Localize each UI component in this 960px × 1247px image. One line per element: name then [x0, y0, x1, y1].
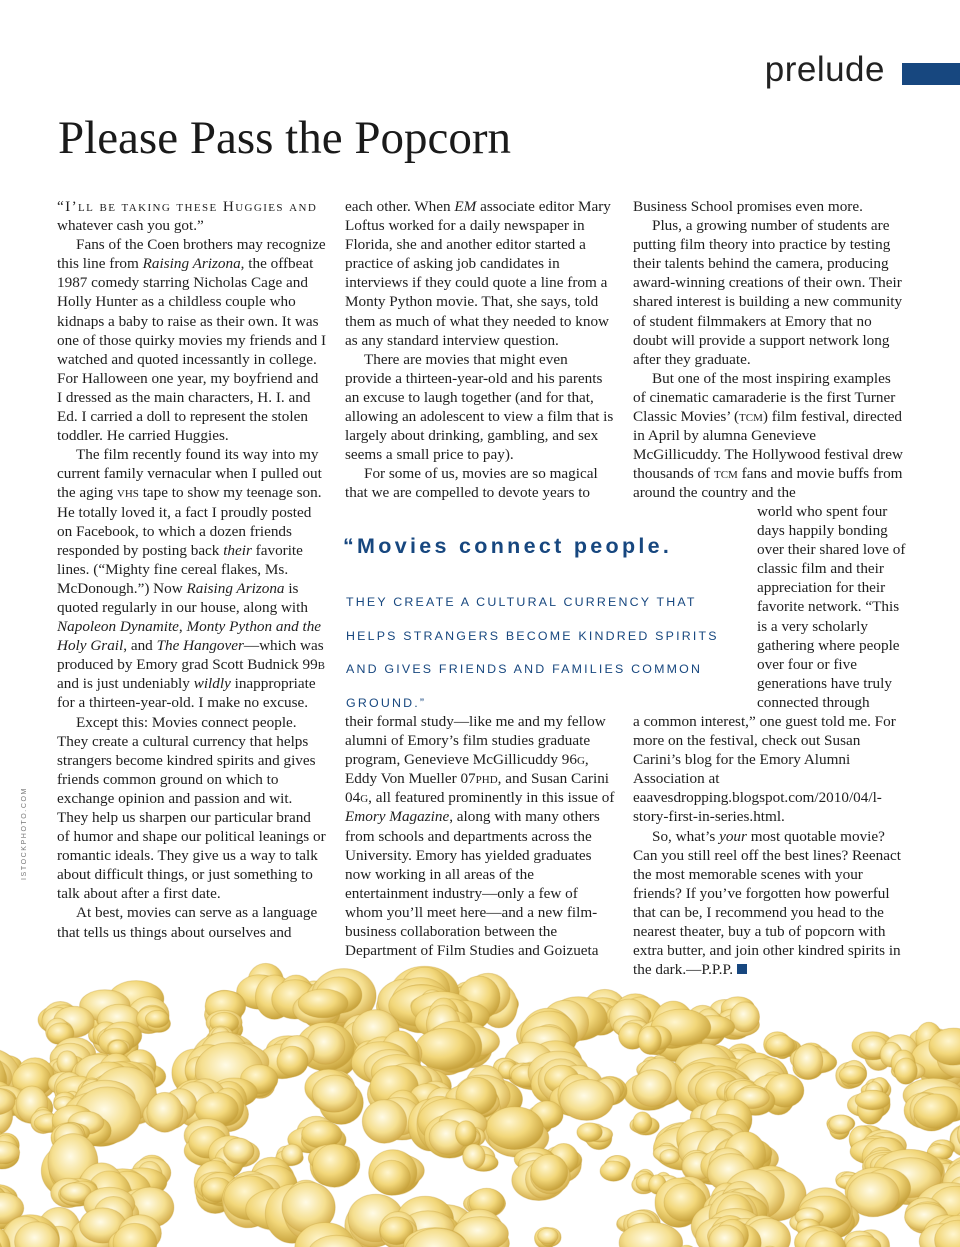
paragraph: So, what’s your most quotable movie? Can you still reel off the best lines? Reenact the most memorable scenes with your friends? If you’ve forgotten how powerful that can be, I recommend you head to the nearest theater, buy a tub of popcorn with extra butter, and join other kindred spirits in the dark.—P.P.P.: [633, 827, 901, 979]
column-2-bottom: [345, 712, 617, 960]
paragraph: “I’ll be taking these Huggies and whatever cash you got.”: [57, 198, 318, 235]
paragraph: a common interest,” one guest told me. For more on the festival, check out Susan Carini’s blog for the Emory Alumni Association at eaavesdropping.blogspot.com/2010/04/l-story-first-in-series.html.: [633, 713, 896, 826]
popcorn-kernel: [600, 1156, 630, 1182]
paragraph: world who spent four days happily bonding over their shared love of classic film and their appreciation for their favorite network. “This is a very scholarly gathering where people over four or five generations have truly connected through: [757, 503, 906, 711]
photo-credit: ISTOCKPHOTO.COM: [21, 787, 28, 880]
paragraph: For some of us, movies are so magical that we are compelled to devote years to: [345, 465, 598, 502]
column-1: [57, 197, 327, 942]
paragraph: Except this: Movies connect people. They create a cultural currency that helps strangers become kindred spirits and gives friends common ground on which to exchange opinion and passion and wit. They help us sharpen our particular brand of humor and shape our political leanings or romantic ideals. They give us a way to talk about difficult things, or just something to talk about after a first date.: [57, 713, 326, 903]
popcorn-kernel: [308, 1144, 360, 1187]
popcorn-kernel: [0, 1133, 20, 1169]
section-bar: [902, 63, 960, 85]
popcorn-kernel: [847, 1090, 890, 1124]
column-2-top: [345, 197, 615, 503]
paragraph: The film recently found its way into my current family vernacular when I pulled out the aging vhs tape to show my teenage son. He totally loved it, a fact I proudly posted on Facebook, to which a dozen friends responded by posting back their favorite lines. (“Mighty fine cereal flakes, Ms. McDonough.”) Now Raising Arizona is quoted regularly in our house, along with Napoleon Dynamite, Monty Python and the Holy Grail, and The Hangover—which was produced by Emory grad Scott Budnick 99b and is just undeniably wildly inappropriate for a thirteen-year-old. I make no excuse.: [57, 446, 326, 712]
popcorn-kernel: [910, 1093, 958, 1131]
column-3-wrap: [757, 502, 907, 712]
paragraph: Fans of the Coen brothers may recognize this line from Raising Arizona, the offbeat 1987 comedy starring Nicholas Cage and Holly Hunter as a childless couple who kidnaps a baby to raise as their own. It was one of those quirky movies my friends and I watched and quoted incessantly in college. For Halloween one year, my boyfriend and I dressed as the main characters, H. I. and Ed. I carried a doll to represent the stolen toddler. He carried Huggies.: [57, 236, 327, 445]
popcorn-image: [0, 960, 960, 1247]
paragraph: Plus, a growing number of students are putting film theory into practice by testing their talents behind the camera, producing award-winning creations of their own. Their shared interest is building a new community of student filmmakers at Emory that no doubt will provide a support network long after they graduate.: [633, 217, 903, 368]
popcorn-kernel: [369, 1150, 424, 1195]
column-3-bottom: [633, 712, 905, 979]
popcorn-kernel: [836, 1060, 867, 1088]
popcorn-kernel: [844, 1230, 890, 1247]
column-3-top: [633, 197, 903, 503]
paragraph: Business School promises even more.: [633, 198, 863, 215]
popcorn-kernel: [630, 1112, 660, 1135]
paragraph: But one of the most inspiring examples of cinematic camaraderie is the first Turner Classic Movies’ (tcm) film festival, directed in April by alumna Genevieve McGillicuddy. The Hollywood festival drew thousands of tcm fans and movie buffs from around the country and the: [633, 369, 903, 502]
pull-quote-sub: THEY CREATE A CULTURAL CURRENCY THAT HELPS STRANGERS BECOME KINDRED SPIRITS AND GIVES FRIENDS AND FAMILIES COMMON GROUND.”: [346, 595, 719, 710]
paragraph: each other. When EM associate editor Mary Loftus worked for a daily newspaper in Florida, she and another editor started a practice of asking job candidates in interviews if they could quote a line from a Monty Python movie. That, she says, told them as much of what they needed to know as any standard interview question.: [345, 198, 611, 349]
section-label: prelude: [764, 50, 885, 89]
paragraph: There are movies that might even provide a thirteen-year-old and his parents an excuse to laugh together (and for that, allowing an adolescent to view a film that is largely about drinking, gambling, and sex seems a small price to pay).: [345, 350, 614, 464]
article-title: Please Pass the Popcorn: [58, 112, 511, 164]
pull-quote-main: “Movies connect people.: [343, 534, 673, 558]
paragraph: At best, movies can serve as a language that tells us things about ourselves and: [57, 904, 318, 941]
popcorn-kernel: [535, 1227, 562, 1247]
paragraph: their formal study—like me and my fellow alumni of Emory’s film studies graduate program, Genevieve McGillicuddy 96g, Eddy Von Mueller 07phd, and Susan Carini 04g, all featured prominently in this issue of Emory Magazine, along with many others from schools and departments across the University. Emory has yielded graduates now working in all areas of the entertainment industry—only a few of whom you’ll meet here—and a new film-business collaboration between the Department of Film Studies and Goizueta: [345, 713, 615, 960]
popcorn-kernel: [790, 1044, 837, 1080]
popcorn-kernel: [577, 1123, 613, 1150]
